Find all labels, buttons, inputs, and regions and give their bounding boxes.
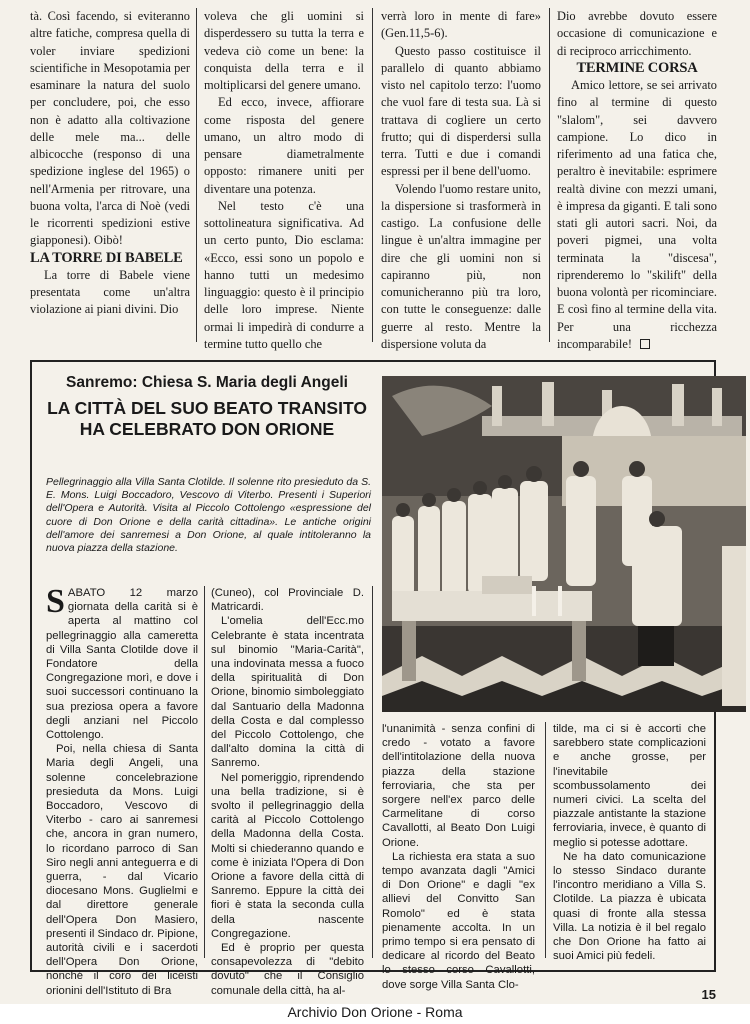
top-col3-paragraph-3: Volendo l'uomo restare unito, la dispersione si trasformerà in castigo. La confusione delle lingue è un'altra immagine per dire che gli uomini non si capiranno più, non comunicheranno più tra loro, con tutte le conseguenze: dalle guerre al resto. Mentre la dispersione voluta da <box>381 181 541 351</box>
column-divider <box>372 8 373 342</box>
altar-scene-illustration <box>382 376 746 712</box>
boxed-col1-paragraph-2: Poi, nella chiesa di Santa Maria degli Angeli, una solenne concelebrazione presieduta da Mons. Luigi Boccadoro, Vescovo di Viterbo - caro ai sanremesi che, ancora in gran numero, lo ricordano parroco di San Siro negli anni anteguerra e di guerra, - dal Vicario diocesano Mons. Guglielmi e dal direttore generale dell'Opera Don Masiero, presenti il Sindaco dr. Pipione, autorità civili e i sacerdoti dell'Opera Don Orione, nonché il coro dei liceisti orionini dell'Istituto di Bra <box>46 743 198 997</box>
column-divider <box>196 8 197 342</box>
boxed-column-2 <box>211 586 364 997</box>
top-column-2 <box>204 8 364 351</box>
boxed-col1-paragraph-1 <box>46 583 198 742</box>
top-column-3 <box>381 8 541 351</box>
top-col2-paragraph-2: Ed ecco, invece, affiorare come risposta del genere umano, un altro modo di pensare diametralmente opposto: rimanere uniti per diventare una potenza. <box>204 95 364 196</box>
drop-cap: S <box>46 583 65 620</box>
boxed-col2-paragraph-2: L'omelia dell'Ecc.mo Celebrante è stata incentrata sul binomio "Maria-Carità", una indovinata messa a fuoco della spiritualità di Don Orione, binomio simboleggiato dal Santuario della Madonna della Costa e dal complesso del Piccolo Cottolengo, che dall'alto domina la città di Sanremo. <box>211 615 364 770</box>
boxed-col4-paragraph-1: tilde, ma ci si è accorti che sarebbero state complicazioni e anche grosse, per l'inevitabile scombussolamento dei numeri civici. La scelta del piazzale antistante la stazione ferroviaria, invece, è quanto di meglio si potesse adottare. <box>553 723 706 849</box>
boxed-column-3 <box>382 722 535 991</box>
ceremony-photo <box>382 376 746 712</box>
top-col2-paragraph-1: voleva che gli uomini si disperdessero su tutta la terra e vedeva ciò come un bene: la conquista della terra e il moltiplicarsi del genere umano. <box>204 9 364 92</box>
section-heading-torre-babele: LA TORRE DI BABELE <box>30 249 183 266</box>
column-divider <box>549 8 550 342</box>
top-col4-paragraph-1: Dio avrebbe dovuto essere occasione di comunicazione e di reciproco arricchimento. <box>557 9 717 58</box>
top-col4-paragraph-2 <box>557 77 717 353</box>
boxed-column-1 <box>46 583 198 997</box>
column-divider <box>545 722 546 958</box>
column-divider <box>204 586 205 958</box>
boxed-col4-paragraph-2: Ne ha dato comunicazione lo stesso Sindaco durante l'incontro meridiano a Villa S. Clotilde. La piazza è ubicata quasi di fronte alla stessa Villa. La notizia è il bel regalo che Don Orione ha fatto ai suoi Amici più fedeli. <box>553 850 706 963</box>
boxed-col1-paragraph-1-text: 12 marzo giornata della carità si è aperta al mattino col pellegrinaggio alla cameretta di Villa Santa Clotilde dove il Fondatore della Congregazione morì, e dove i suoi successori continuano la sua preziosa opera a favore degli anziani nel Piccolo Cottolengo. <box>46 587 198 742</box>
boxed-col2-paragraph-3: Nel pomeriggio, riprendendo una bella tradizione, si è svolto il pellegrinaggio della carità al Piccolo Cottolengo della Madonna della Costa. Molti si chiederanno quando e come è iniziata l'Opera di Don Orione a favore della città di Sanremo. Eppure la città dei fiori è stata la seconda culla della nascente Congregazione. <box>211 771 364 940</box>
boxed-col2-paragraph-4: Ed è proprio per questa consapevolezza di "debito dovuto" che il Consiglio comunale della città, ha al- <box>211 942 364 997</box>
column-divider <box>372 586 373 958</box>
end-of-article-mark <box>640 339 650 349</box>
page-number: 15 <box>701 987 716 1002</box>
boxed-col3-paragraph-2: La richiesta era stata a suo tempo avanzata dagli "Amici di Don Orione" e dagli "ex allievi del Convitto San Romolo" ed è stata pienamente accolta. In un primo tempo si era pensato di dedicare al ricordo del Beato lo stesso corso Cavallotti, dove sorge Villa Santa Clo- <box>382 850 535 991</box>
top-col3-paragraph-2: Questo passo costituisce il parallelo di quanto abbiamo visto nel capitolo terzo: l'uomo che vuol fare di testa sua. Là si trattava di cogliere un certo frutto; qui di disperdersi sulla terra. Tutti e due i comandi espressi per il bene dell'uomo. <box>381 43 541 179</box>
top-column-4 <box>557 8 717 351</box>
archive-footer: Archivio Don Orione - Roma <box>287 1004 463 1020</box>
top-col1-paragraph: tà. Così facendo, si eviteranno altre fatiche, compresa quella di voler inviare spedizioni scientifiche in Mesopotamia per esaminare la natura del suolo per concludere, poi, che esso non è adatto alla coltivazione delle mele ma... delle albicocche (responso di una spedizione inglese del 1965) o nell'Armenia per ritrovare, una buona volta, l'arca di Noè (vedi le ricorrenti spedizioni estive giapponesi). Oibò! <box>30 9 190 248</box>
section-heading-termine-corsa: TERMINE CORSA <box>576 59 698 76</box>
article-kicker: Sanremo: Chiesa S. Maria degli Angeli <box>66 374 348 391</box>
boxed-column-4 <box>553 722 706 964</box>
boxed-col2-paragraph-1: (Cuneo), col Provinciale D. Matricardi. <box>211 587 364 614</box>
article-lead: Pellegrinaggio alla Villa Santa Clotilde. Il solenne rito presieduto da S. E. Mons. Luigi Boccadoro, Vescovo di Viterbo. Presenti i Superiori dell'Opera e Autorità. Visita al Piccolo Cottolengo «espressione del cuore di Don Orione e della carità cittadina». Le antiche origini dell'amore dei sanremesi a Don Orione, al quale intitoleranno la nuova piazza della stazione. <box>46 476 371 555</box>
boxed-col3-paragraph-1: l'unanimità - senza confini di credo - votato a favore dell'intitolazione della nuova piazza della stazione ferroviaria, che sta per sorgere nell'ex parco delle Carmelitane di corso Cavallotti, al Beato Don Luigi Orione. <box>382 723 535 849</box>
article-headline: LA CITTÀ DEL SUO BEATO TRANSITO HA CELEBRATO DON ORIONE <box>47 398 367 439</box>
top-column-1 <box>30 8 190 342</box>
top-col3-paragraph-1: verrà loro in mente di fare» (Gen.11,5-6). <box>381 9 541 41</box>
top-col4-paragraph-2-text: Amico lettore, se sei arrivato fino al termine di questo "slalom", sei davvero campione. Lo dico in riferimento ad una fatica che, peraltro è inevitabile: esprimere realtà divine con mezzi umani, è impresa da giganti. E tali sono stati gli autori sacri. Noi, da poveri pigmei, una volta terminata la "discesa", riprenderemo lo "skilift" della buona volontà per ricominciare. E così fino al termine della vita. Per una ricchezza incomparabile! <box>557 78 717 351</box>
top-col1-paragraph-2: La torre di Babele viene presentata come un'altra violazione ai piani divini. Dio <box>30 267 190 317</box>
top-col2-paragraph-3: Nel testo c'è una sottolineatura significativa. Ad un certo punto, Dio esclama: «Ecco, essi sono un popolo e hanno tutti un medesimo linguaggio: questo è il principio delle loro imprese. Niente ormai li impedirà di condurre a termine tutto quello che <box>204 198 364 351</box>
boxed-col1-first-word: ABATO <box>67 587 106 599</box>
